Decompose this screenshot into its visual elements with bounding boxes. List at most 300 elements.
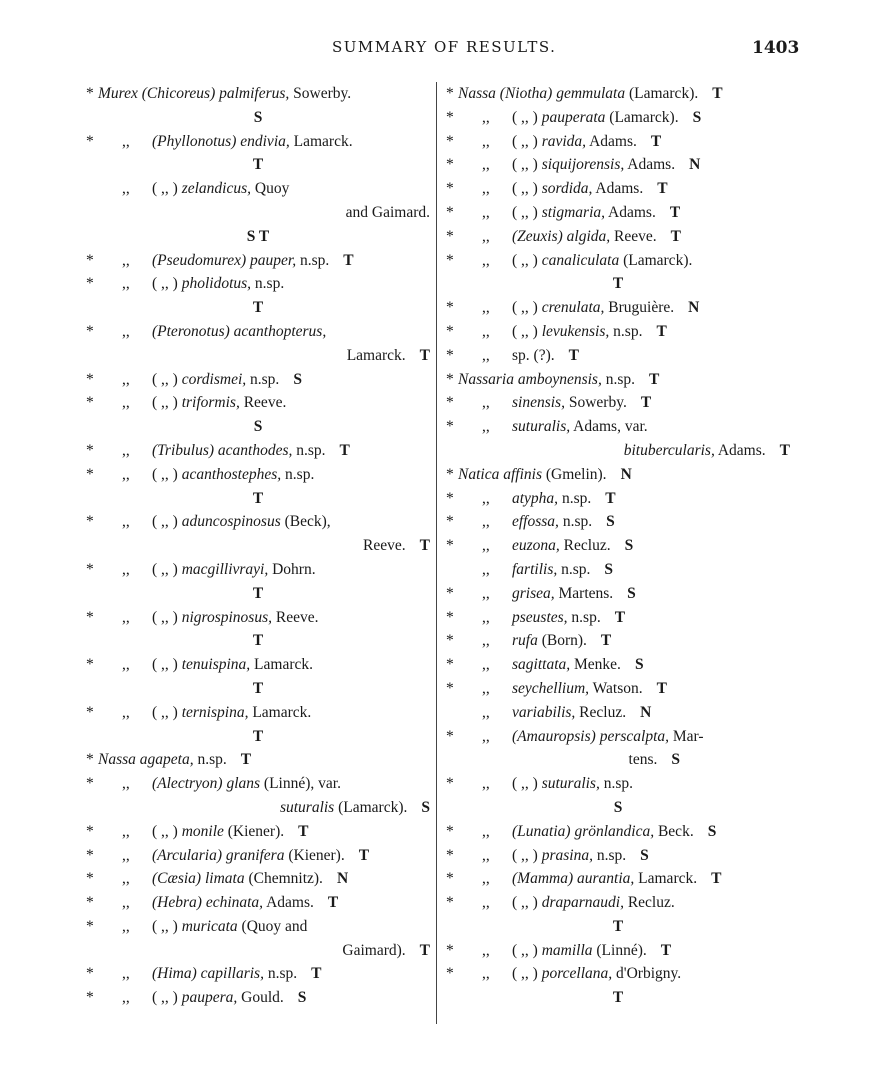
entry-text: [512, 106, 701, 130]
author-name: (Gmelin).: [545, 465, 607, 483]
species-name: agapeta,: [139, 751, 194, 769]
entry-line: [446, 153, 790, 177]
locality-code: T: [252, 489, 264, 507]
species-entry: [86, 439, 430, 463]
entry-line: [446, 130, 790, 154]
asterisk-mark: *: [86, 275, 94, 293]
author-name: Adams.: [589, 132, 637, 150]
species-name: monile: [181, 822, 224, 840]
asterisk-mark: *: [446, 775, 454, 793]
species-entry: [86, 320, 430, 368]
species-entry: [86, 272, 430, 320]
species-entry: [446, 582, 790, 606]
author-name: Adams.: [595, 180, 644, 198]
running-title: SUMMARY OF RESULTS.: [332, 38, 557, 56]
species-name: aduncospinosus: [181, 513, 281, 531]
entry-line: [446, 891, 790, 915]
entry-text: [512, 558, 613, 582]
species-entry: [86, 820, 430, 844]
locality-code: S: [421, 798, 430, 816]
entry-line: [86, 320, 430, 344]
locality-code: T: [614, 608, 626, 626]
author-name: sp. (?).: [512, 346, 555, 364]
asterisk-mark: *: [86, 85, 94, 102]
ditto-mark: ,,: [122, 846, 130, 864]
author-name: Dohrn.: [272, 560, 316, 578]
asterisk-mark: *: [446, 822, 454, 840]
ditto-subgenus: ( ,, ): [152, 917, 178, 935]
continuation-text: [346, 201, 430, 225]
author-name: Lamarck.: [254, 656, 313, 674]
species-entry: [446, 415, 790, 463]
species-entry: [446, 867, 790, 891]
entry-line: [86, 915, 430, 939]
species-name: pauper,: [250, 251, 297, 269]
genus-name: Nassaria: [458, 370, 514, 388]
species-entry: [446, 82, 790, 106]
species-name: grönlandica,: [574, 822, 655, 840]
ditto-subgenus: ( ,, ): [152, 822, 178, 840]
locality-code: T: [669, 203, 681, 221]
asterisk-mark: *: [446, 489, 454, 507]
entry-line: [86, 249, 430, 273]
asterisk-mark: *: [446, 394, 454, 412]
species-name: muricata: [181, 917, 238, 935]
species-entry: [446, 772, 790, 820]
asterisk-mark: *: [86, 751, 94, 769]
locality-code: S: [624, 537, 634, 555]
ditto-mark: ,,: [482, 251, 490, 269]
entry-text: [512, 344, 579, 368]
entry-text: [512, 296, 699, 320]
asterisk-mark: *: [86, 822, 94, 840]
species-name: suturalis,: [512, 418, 571, 436]
entry-text: [512, 939, 671, 963]
ditto-mark: ,,: [482, 489, 490, 507]
entry-line: [446, 653, 790, 677]
locality-code: S: [253, 108, 263, 126]
species-entry: [86, 915, 430, 963]
ditto-subgenus: ( ,, ): [152, 275, 178, 293]
asterisk-mark: *: [446, 251, 454, 269]
ditto-subgenus: ( ,, ): [152, 465, 178, 483]
species-entry: [446, 558, 790, 582]
author-name: Recluz.: [579, 703, 627, 721]
entry-text: [152, 463, 314, 487]
entry-text: [512, 844, 649, 868]
entry-text: [152, 772, 341, 796]
entry-text: [512, 415, 648, 439]
asterisk-mark: *: [86, 322, 94, 340]
species-entry: [446, 534, 790, 558]
entry-continuation-line: [86, 939, 430, 963]
entry-line: [86, 844, 430, 868]
species-name: tenuispina,: [181, 656, 251, 674]
entry-line: [446, 415, 790, 439]
author-name: n.sp.: [561, 560, 591, 578]
entry-text: [152, 320, 326, 344]
species-name: cordismei,: [181, 370, 247, 388]
locality-code: T: [612, 989, 624, 1007]
locality-line: [446, 986, 790, 1010]
species-name: granifera: [225, 846, 285, 864]
entry-line: [86, 272, 430, 296]
asterisk-mark: *: [446, 299, 454, 317]
species-entry: [446, 368, 790, 392]
species-entry: [446, 939, 790, 963]
ditto-mark: ,,: [482, 132, 490, 150]
ditto-mark: ,,: [122, 322, 130, 340]
locality-code: T: [339, 441, 350, 459]
entry-text: [512, 225, 681, 249]
entry-text: [152, 439, 350, 463]
author-name: n.sp.: [571, 608, 601, 626]
entry-line: [86, 820, 430, 844]
entry-continuation-line: [446, 439, 790, 463]
entry-text: [512, 725, 704, 749]
species-entry: [446, 463, 790, 487]
genus-name: Nassa: [98, 751, 136, 769]
entry-line: [86, 653, 430, 677]
species-name: ravida,: [541, 132, 587, 150]
ditto-mark: ,,: [122, 132, 130, 150]
author-name: (Lamarck).: [609, 108, 679, 126]
species-entry: [446, 844, 790, 868]
subgenus-name: (Hebra): [152, 894, 202, 912]
entry-line: [446, 939, 790, 963]
entry-text: [152, 606, 318, 630]
asterisk-mark: *: [86, 394, 94, 412]
entry-line: [86, 748, 430, 772]
species-name: seychellium,: [512, 679, 590, 697]
locality-code: N: [640, 703, 652, 721]
author-name: n.sp.: [603, 775, 634, 793]
locality-code: T: [600, 632, 612, 650]
species-entry: [86, 368, 430, 392]
entry-continuation-line: [86, 201, 430, 225]
ditto-mark: ,,: [122, 370, 130, 388]
locality-code: T: [419, 941, 430, 959]
author-name: Quoy: [254, 180, 290, 198]
author-name: d'Orbigny.: [616, 965, 682, 983]
continuation-value: suturalis (Lamarck).: [279, 798, 408, 816]
author-name: Reeve.: [243, 394, 287, 412]
ditto-mark: ,,: [122, 394, 130, 412]
continuation-value: Reeve.: [363, 537, 406, 555]
species-name: affinis: [503, 465, 542, 483]
species-name: variabilis,: [512, 703, 576, 721]
entry-line: [446, 320, 790, 344]
species-name: algida,: [566, 227, 611, 245]
entry-line: [446, 606, 790, 630]
entry-line: [446, 391, 790, 415]
entry-text: [512, 582, 636, 606]
locality-line: [86, 487, 430, 511]
ditto-subgenus: ( ,, ): [152, 394, 178, 412]
author-name: (Born).: [541, 632, 587, 650]
species-name: euzona,: [512, 537, 560, 555]
species-entry: [446, 344, 790, 368]
continuation-value: tens.: [628, 751, 658, 769]
locality-code: T: [343, 251, 354, 269]
species-entry: [86, 748, 430, 772]
ditto-mark: ,,: [122, 894, 130, 912]
locality-code: T: [640, 394, 652, 412]
entry-line: [446, 844, 790, 868]
locality-code: T: [358, 846, 370, 864]
asterisk-mark: *: [86, 370, 94, 388]
locality-code: T: [240, 751, 252, 769]
asterisk-mark: *: [86, 608, 94, 626]
continuation-value: Lamarck.: [346, 346, 406, 364]
ditto-subgenus: ( ,, ): [512, 108, 538, 126]
ditto-mark: ,,: [482, 727, 490, 745]
species-name: perscalpta,: [599, 727, 669, 745]
species-name: grisea,: [512, 584, 555, 602]
entry-line: [86, 391, 430, 415]
ditto-subgenus: ( ,, ): [512, 251, 538, 269]
subgenus-name: (Zeuxis): [512, 227, 563, 245]
locality-line: [86, 725, 430, 749]
asterisk-mark: *: [446, 156, 454, 174]
asterisk-mark: *: [446, 632, 454, 650]
entry-text: [512, 534, 633, 558]
author-name: (Chemnitz).: [248, 870, 323, 888]
author-name: n.sp.: [299, 251, 330, 269]
species-name: amboynensis,: [517, 370, 602, 388]
species-name: endivia,: [240, 132, 290, 150]
entry-line: [86, 82, 430, 106]
ditto-subgenus: ( ,, ): [512, 965, 538, 983]
locality-code: S: [671, 751, 680, 769]
species-name: palmiferus,: [219, 85, 290, 102]
locality-line: [86, 629, 430, 653]
author-name: Sowerby.: [568, 394, 627, 412]
entry-text: [512, 772, 633, 796]
ditto-subgenus: ( ,, ): [512, 203, 538, 221]
asterisk-mark: *: [446, 679, 454, 697]
entry-line: [446, 820, 790, 844]
locality-code: T: [612, 917, 624, 935]
locality-code: S: [640, 846, 649, 864]
species-name: macgillivrayi,: [181, 560, 269, 578]
ditto-mark: ,,: [482, 965, 490, 983]
entry-text: [512, 249, 692, 273]
species-entry: [446, 653, 790, 677]
locality-line: [86, 225, 430, 249]
species-name: triformis,: [181, 394, 240, 412]
author-name: (Lamarck).: [623, 251, 693, 269]
asterisk-mark: *: [446, 513, 454, 531]
asterisk-mark: *: [86, 917, 94, 935]
species-entry: [446, 320, 790, 344]
author-name: Recluz.: [563, 537, 611, 555]
locality-code: T: [298, 822, 309, 840]
locality-code: T: [656, 322, 667, 340]
species-name: rufa: [512, 632, 538, 650]
entry-text: [98, 82, 351, 106]
ditto-mark: ,,: [122, 989, 130, 1007]
asterisk-mark: *: [86, 870, 94, 888]
ditto-mark: ,,: [122, 251, 130, 269]
species-entry: [86, 130, 430, 178]
entry-text: [512, 653, 644, 677]
species-name: capillaris,: [200, 965, 264, 983]
ditto-subgenus: ( ,, ): [512, 941, 538, 959]
species-name: echinata,: [205, 894, 264, 912]
entry-text: [152, 510, 331, 534]
asterisk-mark: *: [86, 132, 94, 150]
subgenus-name: (Cæsia): [152, 870, 202, 888]
continuation-text: [342, 939, 430, 963]
author-name: n.sp.: [296, 441, 326, 459]
entry-text: [152, 915, 307, 939]
species-entry: [446, 225, 790, 249]
ditto-mark: ,,: [482, 846, 490, 864]
ditto-mark: ,,: [482, 608, 490, 626]
species-name: ternispina,: [181, 703, 249, 721]
ditto-mark: ,,: [482, 822, 490, 840]
species-entry: [86, 82, 430, 130]
entry-line: [86, 891, 430, 915]
continuation-italic: suturalis: [279, 798, 335, 816]
ditto-mark: ,,: [122, 608, 130, 626]
left-column: [86, 82, 430, 1010]
locality-code: S: [627, 584, 636, 602]
locality-code: T: [327, 894, 339, 912]
asterisk-mark: *: [446, 465, 454, 483]
species-name: sagittata,: [512, 656, 571, 674]
author-name: Lamarck.: [293, 132, 353, 150]
species-entry: [446, 629, 790, 653]
ditto-mark: ,,: [482, 322, 490, 340]
ditto-mark: ,,: [482, 537, 490, 555]
ditto-subgenus: ( ,, ): [152, 513, 178, 531]
locality-code: N: [336, 870, 349, 888]
locality-line: [446, 915, 790, 939]
entry-text: [152, 820, 308, 844]
entry-text: [152, 891, 338, 915]
subgenus-name: (Niotha): [499, 85, 553, 102]
locality-code: T: [568, 346, 579, 364]
species-entry: [86, 701, 430, 749]
species-entry: [86, 891, 430, 915]
locality-code: T: [252, 727, 264, 745]
entry-text: [152, 177, 289, 201]
asterisk-mark: *: [446, 894, 454, 912]
locality-code: S: [692, 108, 702, 126]
ditto-mark: ,,: [482, 703, 490, 721]
species-entry: [446, 106, 790, 130]
entry-line: [86, 463, 430, 487]
author-name: Lamarck.: [638, 870, 698, 888]
author-name: Beck.: [657, 822, 694, 840]
ditto-mark: ,,: [122, 656, 130, 674]
continuation-value: Gaimard).: [342, 941, 406, 959]
species-name: atypha,: [512, 489, 559, 507]
ditto-mark: ,,: [482, 560, 490, 578]
species-entry: [446, 701, 790, 725]
locality-line: [86, 153, 430, 177]
locality-code: T: [657, 180, 668, 198]
locality-code: T: [656, 679, 667, 697]
species-name: fartilis,: [512, 560, 558, 578]
author-name: Martens.: [558, 584, 614, 602]
entry-line: [446, 487, 790, 511]
entry-text: [458, 82, 723, 106]
species-name: sinensis,: [512, 394, 565, 412]
genus-name: Nassa: [458, 85, 496, 102]
author-name: n.sp.: [267, 965, 298, 983]
author-name: Gould.: [241, 989, 284, 1007]
locality-code: T: [612, 275, 624, 293]
asterisk-mark: *: [446, 203, 454, 221]
asterisk-mark: *: [446, 846, 454, 864]
species-name: pauperata: [541, 108, 606, 126]
asterisk-mark: *: [446, 180, 454, 198]
column-divider: [436, 82, 437, 1024]
entry-line: [446, 177, 790, 201]
ditto-mark: ,,: [482, 584, 490, 602]
asterisk-mark: *: [446, 418, 454, 436]
locality-code: T: [670, 227, 681, 245]
entry-line: [446, 534, 790, 558]
ditto-mark: ,,: [482, 632, 490, 650]
ditto-mark: ,,: [122, 275, 130, 293]
asterisk-mark: *: [86, 703, 94, 721]
locality-code: T: [252, 679, 264, 697]
entry-text: [152, 272, 284, 296]
subgenus-name: (Arcularia): [152, 846, 223, 864]
author-name: n.sp.: [285, 465, 315, 483]
ditto-mark: ,,: [122, 822, 130, 840]
asterisk-mark: *: [446, 870, 454, 888]
subgenus-name: (Chicoreus): [141, 85, 216, 102]
entry-line: [86, 558, 430, 582]
species-entry: [446, 177, 790, 201]
author-name: n.sp.: [254, 275, 285, 293]
species-entry: [446, 891, 790, 939]
entry-line: [86, 606, 430, 630]
page-header: [0, 38, 880, 64]
locality-code: S: [604, 560, 614, 578]
author-name: Recluz.: [627, 894, 675, 912]
subgenus-name: (Tribulus): [152, 441, 215, 459]
locality-code: T: [649, 370, 660, 388]
ditto-mark: ,,: [482, 203, 490, 221]
species-name: mamilla: [541, 941, 593, 959]
locality-code: T: [311, 965, 322, 983]
species-name: effossa,: [512, 513, 559, 531]
asterisk-mark: *: [446, 370, 454, 388]
asterisk-mark: *: [86, 846, 94, 864]
species-name: stigmaria,: [541, 203, 606, 221]
locality-line: [86, 415, 430, 439]
author-name: Reeve.: [614, 227, 657, 245]
entry-line: [446, 582, 790, 606]
entry-text: [512, 510, 615, 534]
species-entry: [446, 201, 790, 225]
entry-line: [86, 986, 430, 1010]
locality-code: T: [252, 632, 264, 650]
author-name: (Kiener).: [227, 822, 285, 840]
entry-line: [446, 701, 790, 725]
ditto-mark: ,,: [122, 917, 130, 935]
locality-code: T: [252, 584, 264, 602]
author-name: Mar-: [672, 727, 704, 745]
ditto-mark: ,,: [122, 560, 130, 578]
entry-text: [512, 130, 661, 154]
